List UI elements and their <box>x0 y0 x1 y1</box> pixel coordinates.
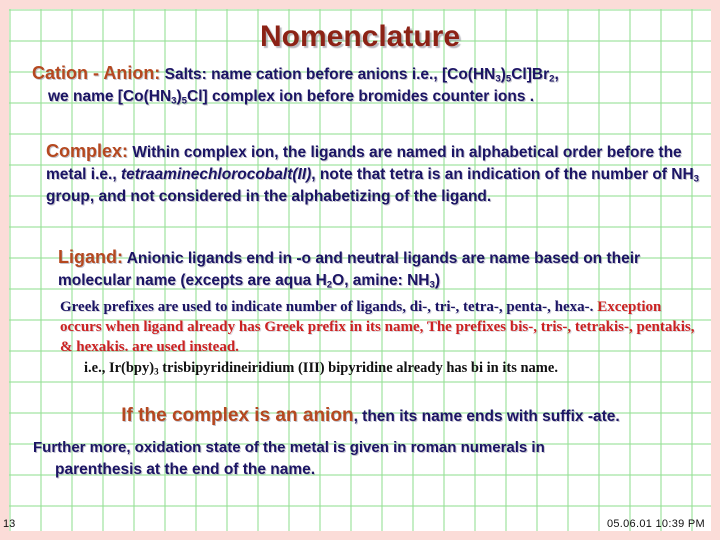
section-greek-prefixes <box>60 297 705 357</box>
cation-text-2a: we name [Co(HN <box>48 88 172 105</box>
cation-text-1d: , <box>554 66 559 83</box>
cation-sub-5: 5 <box>181 95 188 107</box>
complex-text-a: Within complex ion, the ligands are named in alphabetical order before the metal i.e., <box>46 144 682 183</box>
ligand-text-a: Anionic ligands end in -o and neutral ligands are name based on their molecular name (excepts are aqua H <box>58 250 641 289</box>
section-example-iridium <box>84 358 704 378</box>
ligand-text-c: ) <box>434 272 440 289</box>
cation-text-2c: Cl] complex ion before bromides counter ions . <box>187 88 535 105</box>
complex-text-c: group, and not considered in the alphabetizing of the ligand. <box>46 188 492 205</box>
cation-sub-2: 5 <box>505 73 512 85</box>
anion-line-3: parenthesis at the end of the name. <box>55 461 316 478</box>
cation-text-1a: Salts: name cation before anions i.e., [Co(HN <box>164 66 496 83</box>
cation-text-2b: ) <box>176 88 182 105</box>
cation-sub-4: 3 <box>171 95 177 107</box>
section-cation-anion <box>32 63 704 107</box>
anion-lead-text: If the complex is an anion <box>121 405 354 426</box>
complex-italic-name: tetraaminechlorocobalt(II) <box>120 166 312 183</box>
section-ligand-label: Ligand: <box>58 247 123 267</box>
cation-sub-3: 2 <box>549 73 555 85</box>
ligand-sub-1: 2 <box>326 279 333 291</box>
ligand-sub-2: 3 <box>429 279 435 291</box>
example-text-b: trisbipyridineiridium (III) bipyridine already has bi in its name. <box>158 360 558 376</box>
anion-tail-text: , then its name ends with suffix -ate. <box>353 408 620 425</box>
footer-page-number: 13 <box>3 518 16 530</box>
ligand-text-b: O, amine: NH <box>332 272 430 289</box>
greek-red-text: Exception occurs when ligand already has Greek prefix in its name, The prefixes bis-, tris-, tetrakis-, pentakis, & hexakis. are used instead. <box>60 299 695 355</box>
cation-sub-1: 3 <box>495 73 501 85</box>
section-ligand <box>58 246 708 292</box>
section-complex <box>46 140 706 208</box>
complex-text-b: , note that tetra is an indication of the number of NH <box>311 166 694 183</box>
example-text-a: i.e., Ir(bpy) <box>84 360 155 376</box>
section-anion-suffix <box>33 405 708 481</box>
cation-text-1c: Cl]Br <box>511 66 550 83</box>
slide-title: Nomenclature <box>259 20 461 53</box>
example-sub-1: 3 <box>154 366 159 377</box>
section-complex-label: Complex: <box>46 141 129 161</box>
complex-sub-1: 3 <box>693 173 699 185</box>
section-cation-anion-label: Cation - Anion: <box>32 63 161 83</box>
cation-line-2 <box>32 86 704 107</box>
footer-timestamp: 05.06.01 10:39 PM <box>606 518 705 530</box>
anion-line-2: Further more, oxidation state of the metal is given in roman numerals in <box>33 439 545 456</box>
cation-text-1b: ) <box>500 66 506 83</box>
greek-blue-text: Greek prefixes are used to indicate number of ligands, di-, tri-, tetra-, penta-, hexa-. <box>60 299 598 315</box>
